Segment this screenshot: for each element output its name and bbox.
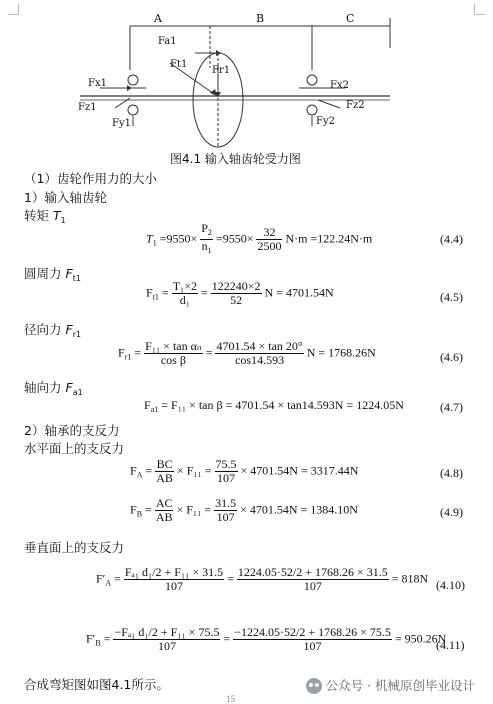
label-ft1: Ft1 (170, 59, 188, 70)
torque-label: 转矩 $T_1$ (24, 208, 66, 225)
label-fx1: Fx1 (88, 78, 107, 89)
equation-4-7: $F_{a1} = F_{11} \times \tan \beta = 4701.54 \times \tan 14.593N = 1224.05N$ (144, 398, 404, 414)
equation-4-11: $F'_B$ = $\frac{\text{−Fₐ₁ d₁/2 + F₁₁ × 75.5}}{107}$ = $\frac{-1224.05\cdot 52/2 + 1768.26 \times 75.5}{107}$ = 950.26N (86, 625, 447, 653)
equation-4-5: $F_{t1}$ = $\frac{\text{T₁×2}}{\text{d₁}}$ = $\frac{122240\times 2}{52}$ N = 4701.54N (146, 279, 334, 307)
dim-a: A (154, 12, 162, 25)
section-heading: 1）输入轴齿轮 (24, 190, 107, 205)
label-fx2: Fx2 (330, 80, 349, 91)
radial-force-label: 径向力 $F_{r1}$ (24, 322, 82, 339)
equation-number: (4.4) (440, 232, 463, 246)
watermark: 公众号 · 机械原创毕业设计 (306, 676, 475, 694)
page-number: 15 (226, 694, 235, 704)
page-corner-mark (8, 4, 19, 15)
dim-b: B (256, 12, 265, 25)
closing-sentence: 合成弯矩图如图4.1所示。 (24, 677, 169, 692)
section-heading: 垂直面上的支反力 (24, 540, 125, 555)
equation-4-6: $F_{r1}$ = $\frac{\text{F₁₁ × tan αₙ}}{\text{cos β}}$ = $\frac{4701.54 \times \tan 20^\circ}{\cos 14.593}$ N = 1768.26N (118, 339, 376, 367)
equation-number: (4.5) (440, 290, 463, 304)
dim-c: C (346, 12, 355, 25)
equation-number: (4.7) (440, 400, 463, 414)
axial-force-label: 轴向力 $F_{a1}$ (24, 380, 83, 397)
equation-4-10: $F'_A$ = $\frac{\text{Fₐ₁ d₁/2 + F₁₁ × 31.5}}{107}$ = $\frac{1224.05\cdot 52/2 + 1768.26 \times 31.5}{107}$ = 818N (96, 565, 429, 593)
section-heading: 2）轴承的支反力 (24, 423, 120, 438)
label-fy1: Fy1 (112, 118, 131, 129)
equation-4-4: $T_1 =9550\times$ $\frac{P_2}{n_1}$ =9550× $\frac{32}{2500}$ N·m =122.24N·m (146, 221, 373, 255)
label-fy2: Fy2 (316, 116, 335, 127)
equation-number: (4.10) (436, 578, 465, 592)
equation-number: (4.8) (440, 466, 463, 480)
section-heading: 水平面上的支反力 (24, 441, 125, 456)
equation-4-9: $F_B$ = $\frac{AC}{AB}$ × F₁₁ = $\frac{31.5}{107}$ × 4701.54N = 1384.10N (130, 496, 358, 524)
figure-caption: 图4.1 输入轴齿轮受力图 (170, 152, 301, 166)
label-fr1: Fr1 (212, 65, 231, 76)
equation-number: (4.11) (436, 638, 465, 652)
equation-number: (4.9) (440, 505, 463, 519)
label-fz1: Fz1 (78, 102, 97, 113)
equation-4-8: $F_A$ = $\frac{BC}{AB}$ × F₁₁ = $\frac{75.5}{107}$ × 4701.54N = 3317.44N (130, 457, 359, 485)
page-corner-mark (474, 4, 485, 15)
section-heading: （1）齿轮作用力的大小 (24, 171, 157, 186)
equation-number: (4.6) (440, 350, 463, 364)
label-fz2: Fz2 (346, 100, 365, 111)
circumferential-force-label: 圆周力 $F_{t1}$ (24, 266, 81, 283)
label-fa1: Fa1 (158, 36, 177, 47)
wechat-icon (306, 678, 322, 694)
